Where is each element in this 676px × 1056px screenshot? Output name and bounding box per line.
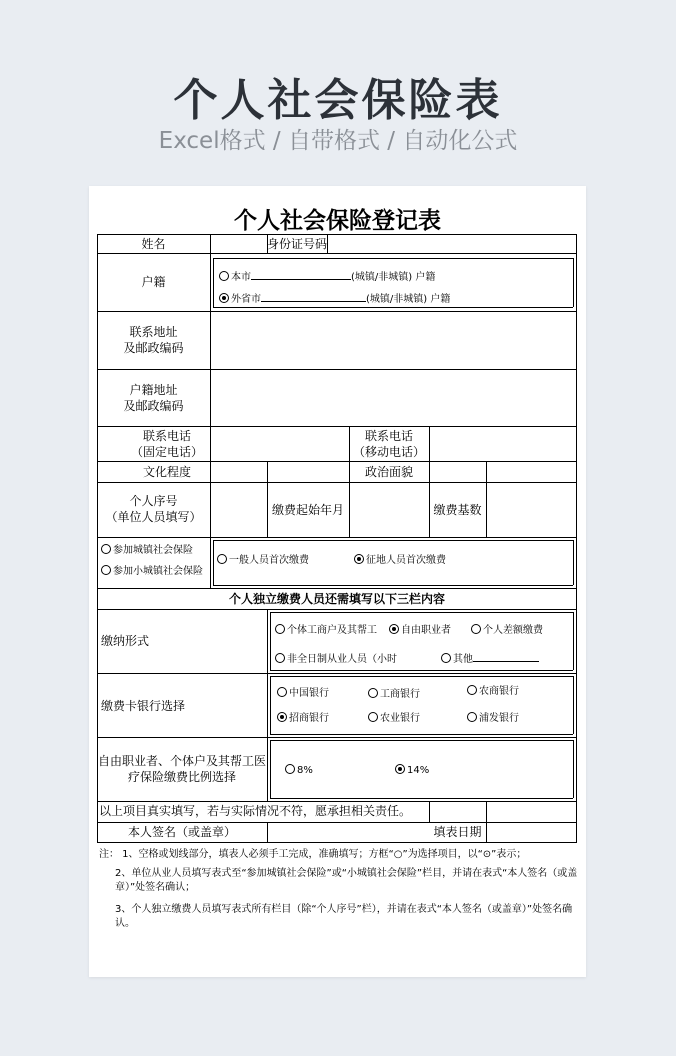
- payment-form-label: 缴纳形式: [101, 634, 150, 648]
- note-1: 注： 1、空格或划线部分，填表人必须手工完成，准确填写；方框“○”为选择项目，以“⊙”表示；: [99, 849, 527, 860]
- ratio-8-percent[interactable]: 8%: [285, 764, 313, 777]
- bank-rural-commercial[interactable]: 农商银行: [467, 685, 519, 698]
- mobile-phone-field[interactable]: [430, 427, 576, 461]
- form-sheet: [89, 186, 586, 977]
- name-label: 姓名: [141, 237, 166, 251]
- radio-checked-icon: [277, 712, 287, 722]
- radio-icon: [471, 624, 481, 634]
- radio-icon: [275, 624, 285, 634]
- bank-abc[interactable]: 农业银行: [368, 712, 420, 725]
- bank-icbc[interactable]: 工商银行: [368, 688, 420, 701]
- contact-address-field[interactable]: [211, 312, 576, 368]
- payment-base-field[interactable]: [487, 483, 576, 537]
- radio-icon: [467, 712, 477, 722]
- medical-ratio-label: 自由职业者、个体户及其帮工医 疗保险缴费比例选择: [97, 754, 266, 784]
- radio-icon: [441, 653, 451, 663]
- name-field[interactable]: [211, 236, 267, 252]
- bank-boc[interactable]: 中国银行: [277, 687, 329, 700]
- fixed-phone-field[interactable]: [269, 427, 349, 461]
- note-3-line-1: 3、个人独立缴费人员填写表式所有栏目（除“个人序号”栏），并请在表式“本人签名（或盖章）”处签名确: [115, 904, 573, 915]
- radio-icon: [101, 565, 111, 575]
- payment-form-other[interactable]: 其他: [441, 651, 539, 666]
- first-payment-general[interactable]: 一般人员首次缴费: [217, 554, 309, 567]
- contact-address-label: 联系地址 及邮政编码: [123, 325, 184, 355]
- bank-spdb[interactable]: 浦发银行: [467, 712, 519, 725]
- payment-form-difference[interactable]: 个人差额缴费: [471, 624, 543, 637]
- radio-icon: [101, 544, 111, 554]
- huji-option-local[interactable]: 本市 (城镇/非城镇) 户籍: [219, 269, 435, 284]
- radio-icon: [217, 554, 227, 564]
- radio-checked-icon: [395, 764, 405, 774]
- id-label: 身份证号码: [267, 237, 328, 251]
- radio-checked-icon: [389, 624, 399, 634]
- ratio-14-percent[interactable]: 14%: [395, 764, 429, 777]
- political-field[interactable]: [430, 463, 576, 481]
- bank-label: 缴费卡银行选择: [101, 699, 186, 713]
- huji-option-other[interactable]: 外省市 (城镇/非城镇) 户籍: [219, 291, 450, 306]
- declaration-text: 以上项目真实填写，若与实际情况不符，愿承担相关责任。: [99, 804, 412, 818]
- radio-icon: [368, 712, 378, 722]
- page-title: 个人社会保险表: [173, 75, 503, 126]
- radio-icon: [285, 764, 295, 774]
- serial-label: 个人序号 （单位人员填写）: [105, 494, 202, 524]
- political-label: 政治面貌: [364, 465, 413, 479]
- radio-icon: [467, 685, 477, 695]
- first-payment-land[interactable]: 征地人员首次缴费: [354, 554, 446, 567]
- education-label: 文化程度: [142, 465, 191, 479]
- radio-icon: [275, 653, 285, 663]
- radio-icon: [368, 688, 378, 698]
- radio-checked-icon: [354, 554, 364, 564]
- bank-cmb[interactable]: 招商银行: [277, 712, 329, 725]
- form-title: 个人社会保险登记表: [234, 207, 441, 234]
- signature-label: 本人签名（或盖章）: [127, 825, 236, 839]
- note-2-line-2: 章）”处签名确认；: [115, 882, 196, 893]
- date-field[interactable]: [487, 823, 576, 841]
- payment-base-label: 缴费基数: [433, 503, 482, 517]
- payment-form-part-time[interactable]: 非全日制从业人员（小时: [275, 653, 397, 666]
- date-label: 填表日期: [433, 825, 482, 839]
- note-2-line-1: 2、单位从业人员填写表式至“参加城镇社会保险”或“小城镇社会保险”栏目，并请在表式“本人签名（或盖: [115, 868, 578, 879]
- huji-address-label: 户籍地址 及邮政编码: [123, 383, 184, 413]
- huji-label: 户籍: [141, 275, 166, 289]
- insurance-option-small-town[interactable]: 参加小城镇社会保险: [101, 565, 203, 578]
- payment-form-individual[interactable]: 个体工商户及其帮工: [275, 624, 377, 637]
- radio-icon: [277, 687, 287, 697]
- page-subtitle: Excel格式 / 自带格式 / 自动化公式: [158, 128, 518, 154]
- serial-field[interactable]: [211, 483, 267, 537]
- mobile-phone-label: 联系电话 （移动电话）: [352, 429, 425, 459]
- radio-checked-icon: [219, 293, 229, 303]
- insurance-option-urban[interactable]: 参加城镇社会保险: [101, 544, 193, 557]
- education-field[interactable]: [269, 463, 349, 481]
- independent-section-heading: 个人独立缴费人员还需填写以下三栏内容: [228, 592, 445, 606]
- start-month-label: 缴费起始年月: [271, 503, 344, 517]
- huji-address-field[interactable]: [211, 370, 576, 426]
- fixed-phone-label: 联系电话 （固定电话）: [130, 429, 203, 459]
- id-field[interactable]: [328, 236, 576, 252]
- note-3-line-2: 认。: [115, 918, 135, 929]
- radio-icon: [219, 271, 229, 281]
- payment-form-freelancer[interactable]: 自由职业者: [389, 624, 451, 637]
- start-month-field[interactable]: [350, 483, 429, 537]
